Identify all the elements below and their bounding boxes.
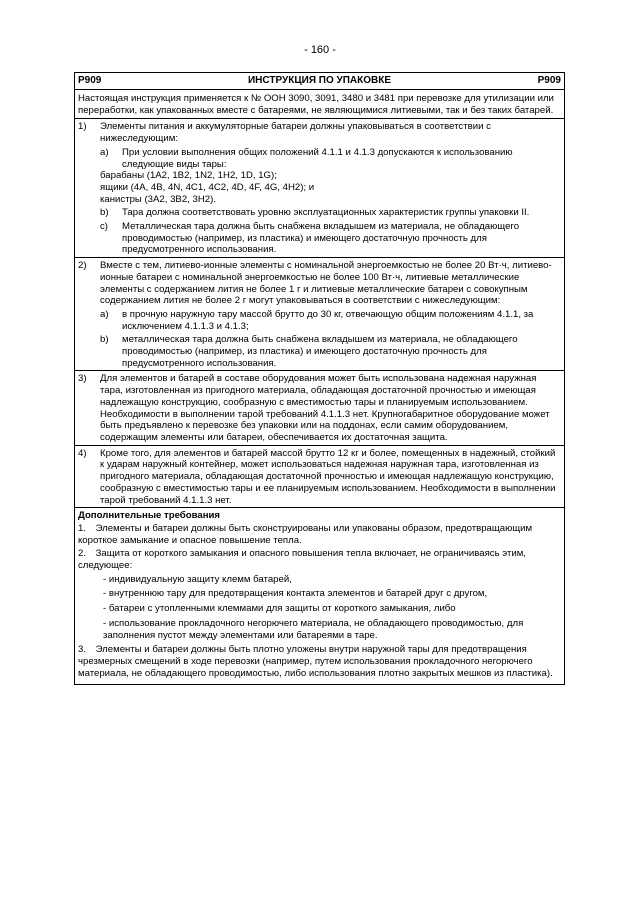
additional-title: Дополнительные требования bbox=[78, 510, 220, 522]
additional-paragraph-1: 1. Элементы и батареи должны быть сконструированы или упакованы образом, предотвращающим короткое замыкание и опасное повышение тепла. bbox=[78, 522, 533, 546]
sub-text: При условии выполнения общих положений 4.1.1 и 4.1.3 допускаются к использованию следующие виды тары: bbox=[122, 146, 513, 170]
item-text: Для элементов и батарей в составе оборудования может быть использована надежная наружная тара, изготовленная из пригодного материала, обладающая достаточной прочностью и имеющая надлежащую конструкцию, сообразную с вместимостью тары и планируемым использованием. Необходимости в выполнении тарой требований 4.1.1.3 нет. Крупногабаритное оборудование может быть предъявлено к перевозке без упаковки или на поддонах, если самим оборудованием, содержащим элементы или батареи, обеспечивается их достаточная защита. bbox=[100, 373, 550, 443]
drums-line: барабаны (1A2, 1B2, 1N2, 1H2, 1D, 1G); bbox=[100, 170, 277, 182]
item-1 bbox=[75, 119, 564, 258]
dash-item: - использование прокладочного негорючего материала, не обладающего проводимостью, для заполнения пустот между элементами или батареями в таре. bbox=[103, 617, 524, 641]
packing-instruction-table bbox=[74, 72, 565, 685]
instruction-title: ИНСТРУКЦИЯ ПО УПАКОВКЕ bbox=[247, 75, 392, 86]
item-2 bbox=[75, 258, 564, 371]
item-number: 4) bbox=[78, 447, 87, 459]
sub-text: металлическая тара должна быть снабжена вкладышем из материала, не обладающего проводимостью (например, из пластика) и имеющего достаточную прочность для предусмотренного использования. bbox=[122, 334, 518, 369]
intro-paragraph: Настоящая инструкция применяется к № ООН 3090, 3091, 3480 и 3481 при перевозке для утилизации или переработки, как упакованных вместе с батареями, не являющимися литиевыми, так и без таких батарей. bbox=[75, 90, 564, 119]
additional-paragraph-3: 3. Элементы и батареи должны быть плотно уложены внутри наружной тары для предотвращения чрезмерных смещений в ходе перевозки (например, путем использования прокладочного негорючего материала, не обладающего проводимостью, либо использования плотно закрытых мешков из пластика). bbox=[78, 644, 553, 679]
sub-label: a) bbox=[100, 146, 109, 158]
item-number: 2) bbox=[78, 260, 87, 272]
additional-requirements bbox=[75, 508, 564, 684]
sub-label: b) bbox=[100, 334, 109, 346]
boxes-line: ящики (4A, 4B, 4N, 4C1, 4C2, 4D, 4F, 4G, 4H2); и bbox=[100, 181, 315, 193]
instruction-code-right: P909 bbox=[537, 75, 561, 86]
dash-item: - внутреннюю тару для предотвращения контакта элементов и батарей друг с другом, bbox=[103, 588, 488, 600]
sub-text: в прочную наружную тару массой брутто до 30 кг, отвечающую общим положениям 4.1.1, за исключением 4.1.1.3 и 4.1.3; bbox=[122, 308, 534, 332]
item-text: Кроме того, для элементов и батарей массой брутто 12 кг и более, помещенных в надежный, стойкий к ударам наружный контейнер, может использоваться надежная наружная тара, изготовленная из пригодного материала, обладающая достаточной прочностью и имеющая надлежащую конструкцию, сообразную с вместимостью тары и ее планируемым использованием. Необходимости в выполнении тарой требований 4.1.1.3 нет. bbox=[100, 447, 556, 506]
sub-text: Металлическая тара должна быть снабжена вкладышем из материала, не обладающего проводимостью (например, из пластика) и имеющего достаточную прочность для предусмотренного использования. bbox=[122, 221, 520, 256]
item-text: Элементы питания и аккумуляторные батареи должны упаковываться в соответствии с нижеследующим: bbox=[100, 121, 491, 145]
item-4 bbox=[75, 446, 564, 509]
instruction-code-left: P909 bbox=[78, 75, 102, 86]
dash-item: - батареи с утопленными клеммами для защиты от короткого замыкания, либо bbox=[103, 603, 456, 615]
sub-label: a) bbox=[100, 308, 109, 320]
item-3 bbox=[75, 371, 564, 445]
item-number: 1) bbox=[78, 121, 87, 133]
instruction-header bbox=[75, 73, 564, 90]
dash-item: - индивидуальную защиту клемм батарей, bbox=[103, 573, 292, 585]
additional-paragraph-2: 2. Защита от короткого замыкания и опасного повышения тепла включает, не ограничиваясь этим, следующее: bbox=[78, 548, 526, 572]
sub-text: Тара должна соответствовать уровню эксплуатационных характеристик группы упаковки II. bbox=[122, 207, 530, 219]
sub-label: c) bbox=[100, 221, 108, 233]
item-number: 3) bbox=[78, 373, 87, 385]
page-number: - 160 - bbox=[304, 44, 336, 56]
sub-label: b) bbox=[100, 207, 109, 219]
jerricans-line: канистры (3A2, 3B2, 3H2). bbox=[100, 193, 216, 205]
item-text: Вместе с тем, литиево-ионные элементы с номинальной энергоемкостью не более 20 Вт·ч, литиево-ионные батареи с номинальной энергоемкостью не более 100 Вт·ч, литиевые металлические элементы с содержанием лития не более 1 г и литиевые металлические батареи с совокупным содержанием лития не более 2 г могут упаковываться в соответствии с нижеследующим: bbox=[100, 260, 552, 307]
